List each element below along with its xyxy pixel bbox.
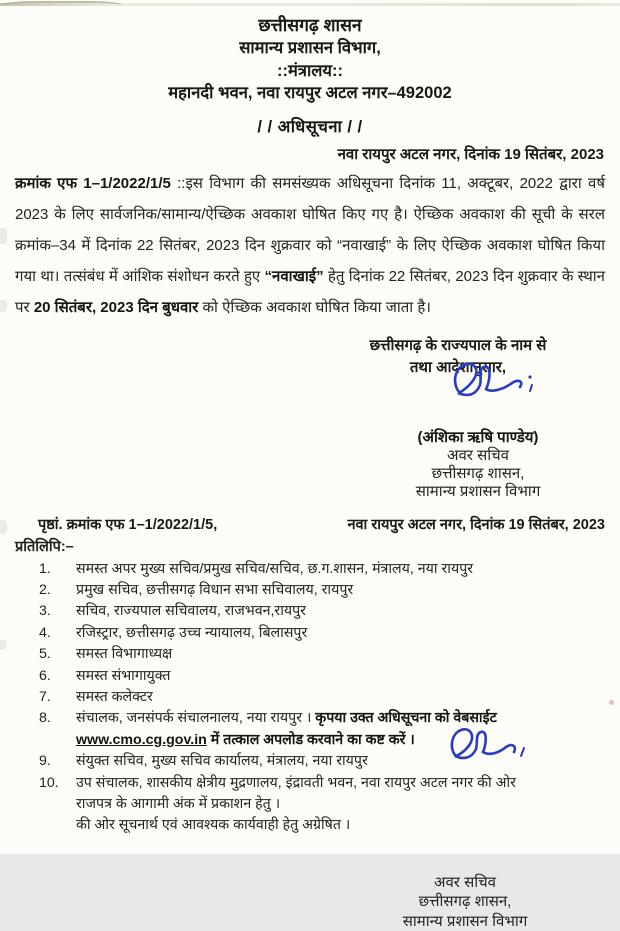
signatory-org: छत्तीसगढ़ शासन, <box>431 464 525 482</box>
item-text: समस्त विभागाध्यक्ष <box>76 646 173 663</box>
scan-edge-artifact <box>2 1 122 9</box>
revised-date-bold: 20 सितंबर, 2023 दिन बुधवार <box>33 298 199 316</box>
item-number: 7. <box>39 688 51 705</box>
signature-ink-top <box>446 355 542 403</box>
list-item <box>0 644 620 665</box>
item-text: समस्त संभागायुक्त <box>76 667 171 684</box>
signatory-org: छत्तीसगढ़ शासन, <box>418 893 512 911</box>
item-number: 9. <box>39 753 51 770</box>
list-item <box>0 623 620 644</box>
scan-smudge <box>0 300 7 312</box>
item-line: की ओर सूचनार्थ एवं आवश्यक कार्यवाही हेतु अग्रेषित । <box>76 817 351 834</box>
list-item <box>0 559 620 580</box>
letterhead <box>0 0 620 105</box>
item-number: 10. <box>39 774 59 791</box>
by-order-line: छत्तीसगढ़ के राज्यपाल के नाम से <box>369 336 547 354</box>
item-text: समस्त अपर मुख्य सचिव/प्रमुख सचिव/सचिव, छ.ग.शासन, मंत्रालय, नया रायपुर <box>76 560 474 577</box>
item-text: रजिस्ट्रार, छत्तीसगढ़ उच्च न्यायालय, बिलासपुर <box>76 624 308 641</box>
body-text: को ऐच्छिक अवकाश घोषित किया जाता है। <box>198 298 431 316</box>
scan-ink-dot <box>609 700 614 705</box>
scan-smudge <box>0 228 7 244</box>
item-number: 6. <box>39 667 51 684</box>
endorsement-dateline: नवा रायपुर अटल नगर, दिनांक 19 सितंबर, 2023 <box>347 516 605 533</box>
copy-to-label: प्रतिलिपि:– <box>15 538 74 555</box>
ministry-label: ::मंत्रालय:: <box>277 61 343 80</box>
endorsement-row <box>15 514 605 534</box>
signatory-block-top <box>358 429 598 501</box>
signatory-name: (अंशिका ऋषि पाण्डेय) <box>417 428 539 446</box>
item-text <box>76 708 620 751</box>
list-item <box>0 666 620 687</box>
address-line: महानदी भवन, नवा रायपुर अटल नगर–492002 <box>168 84 452 102</box>
body-text: हेतु दिनांक 22 सितंबर, 2023 दिन शुक्रवार के स्थान पर <box>15 267 605 316</box>
website-url: www.cmo.cg.gov.in <box>76 731 207 748</box>
item-text: प्रमुख सचिव, छत्तीसगढ़ विधान सभा सचिवालय, रायपुर <box>76 581 354 598</box>
notification-body <box>15 168 605 323</box>
signature-ink-bottom <box>444 722 534 766</box>
scan-smudge <box>0 640 7 650</box>
signatory-dept: सामान्य प्रशासन विभाग <box>402 912 528 930</box>
list-item <box>0 580 620 601</box>
item-text: सचिव, राज्यपाल सचिवालय, राजभवन,रायपुर <box>76 603 306 620</box>
signatory-dept: सामान्य प्रशासन विभाग <box>415 482 541 500</box>
item-line: राजपत्र के आगामी अंक में प्रकाशन हेतु । <box>76 795 281 812</box>
list-item <box>0 601 620 622</box>
festival-name-bold: “नवाखाई” <box>264 267 324 285</box>
department-name: सामान्य प्रशासन विभाग, <box>239 39 381 57</box>
item-number: 5. <box>39 646 51 663</box>
document-title: / / अधिसूचना / / <box>257 117 363 136</box>
signatory-post: अवर सचिव <box>447 446 509 464</box>
item-text: समस्त कलेक्टर <box>76 688 153 705</box>
list-item <box>0 773 620 837</box>
scan-smudge <box>0 520 7 534</box>
item-line: उप संचालक, शासकीय क्षेत्रीय मुद्रणालय, इंद्रावती भवन, नवा रायपुर अटल नगर की ओर <box>76 774 516 791</box>
endorsement-reference: पृष्ठां. क्रमांक एफ 1–1/2022/1/5, <box>38 516 218 533</box>
item-number: 3. <box>39 603 51 620</box>
government-name: छत्तीसगढ़ शासन <box>258 15 362 35</box>
item-number: 1. <box>39 560 51 577</box>
item-text <box>76 773 620 837</box>
body-text: ::इस विभाग की समसंख्यक अधिसूचना दिनांक 11, अक्टूबर, 2022 द्वारा वर्ष 2023 के लिए सार्वजनिक/सामान्य/ऐच्छिक अवकाश घोषित किए गए है। ऐच्छिक अवकाश की सूची के सरल क्रमांक–34 में दिनांक 22 सितंबर, 2023 दिन शुक्रवार को “नवाखाई” के लिए ऐच्छिक अवकाश घोषित किया गया था। तत्संबंध में आंशिक संशोधन करते हुए <box>15 174 605 285</box>
by-order-line: तथा आदेशानुसार, <box>409 358 507 376</box>
place-dateline: नवा रायपुर अटल नगर, दिनांक 19 सितंबर, 2023 <box>337 145 604 163</box>
item-text: संयुक्त सचिव, मुख्य सचिव कार्यालय, मंत्रालय, नया रायपुर <box>76 753 368 770</box>
signatory-post: अवर सचिव <box>434 873 496 891</box>
upload-request-bold: में तत्काल अपलोड करवाने का कष्ट करें । <box>206 731 415 748</box>
reference-number: क्रमांक एफ 1–1/2022/1/5 <box>15 174 178 192</box>
item-number: 4. <box>39 624 51 641</box>
distribution-list <box>0 559 620 837</box>
signatory-block-bottom <box>350 873 580 931</box>
list-item <box>0 687 620 708</box>
item-number: 8. <box>39 710 51 727</box>
item-number: 2. <box>39 581 51 598</box>
upload-request-bold: कृपया उक्त अधिसूचना को वेबसाईट <box>315 710 497 727</box>
item-text-plain: संचालक, जनसंपर्क संचालनालय, नया रायपुर । <box>76 710 316 727</box>
